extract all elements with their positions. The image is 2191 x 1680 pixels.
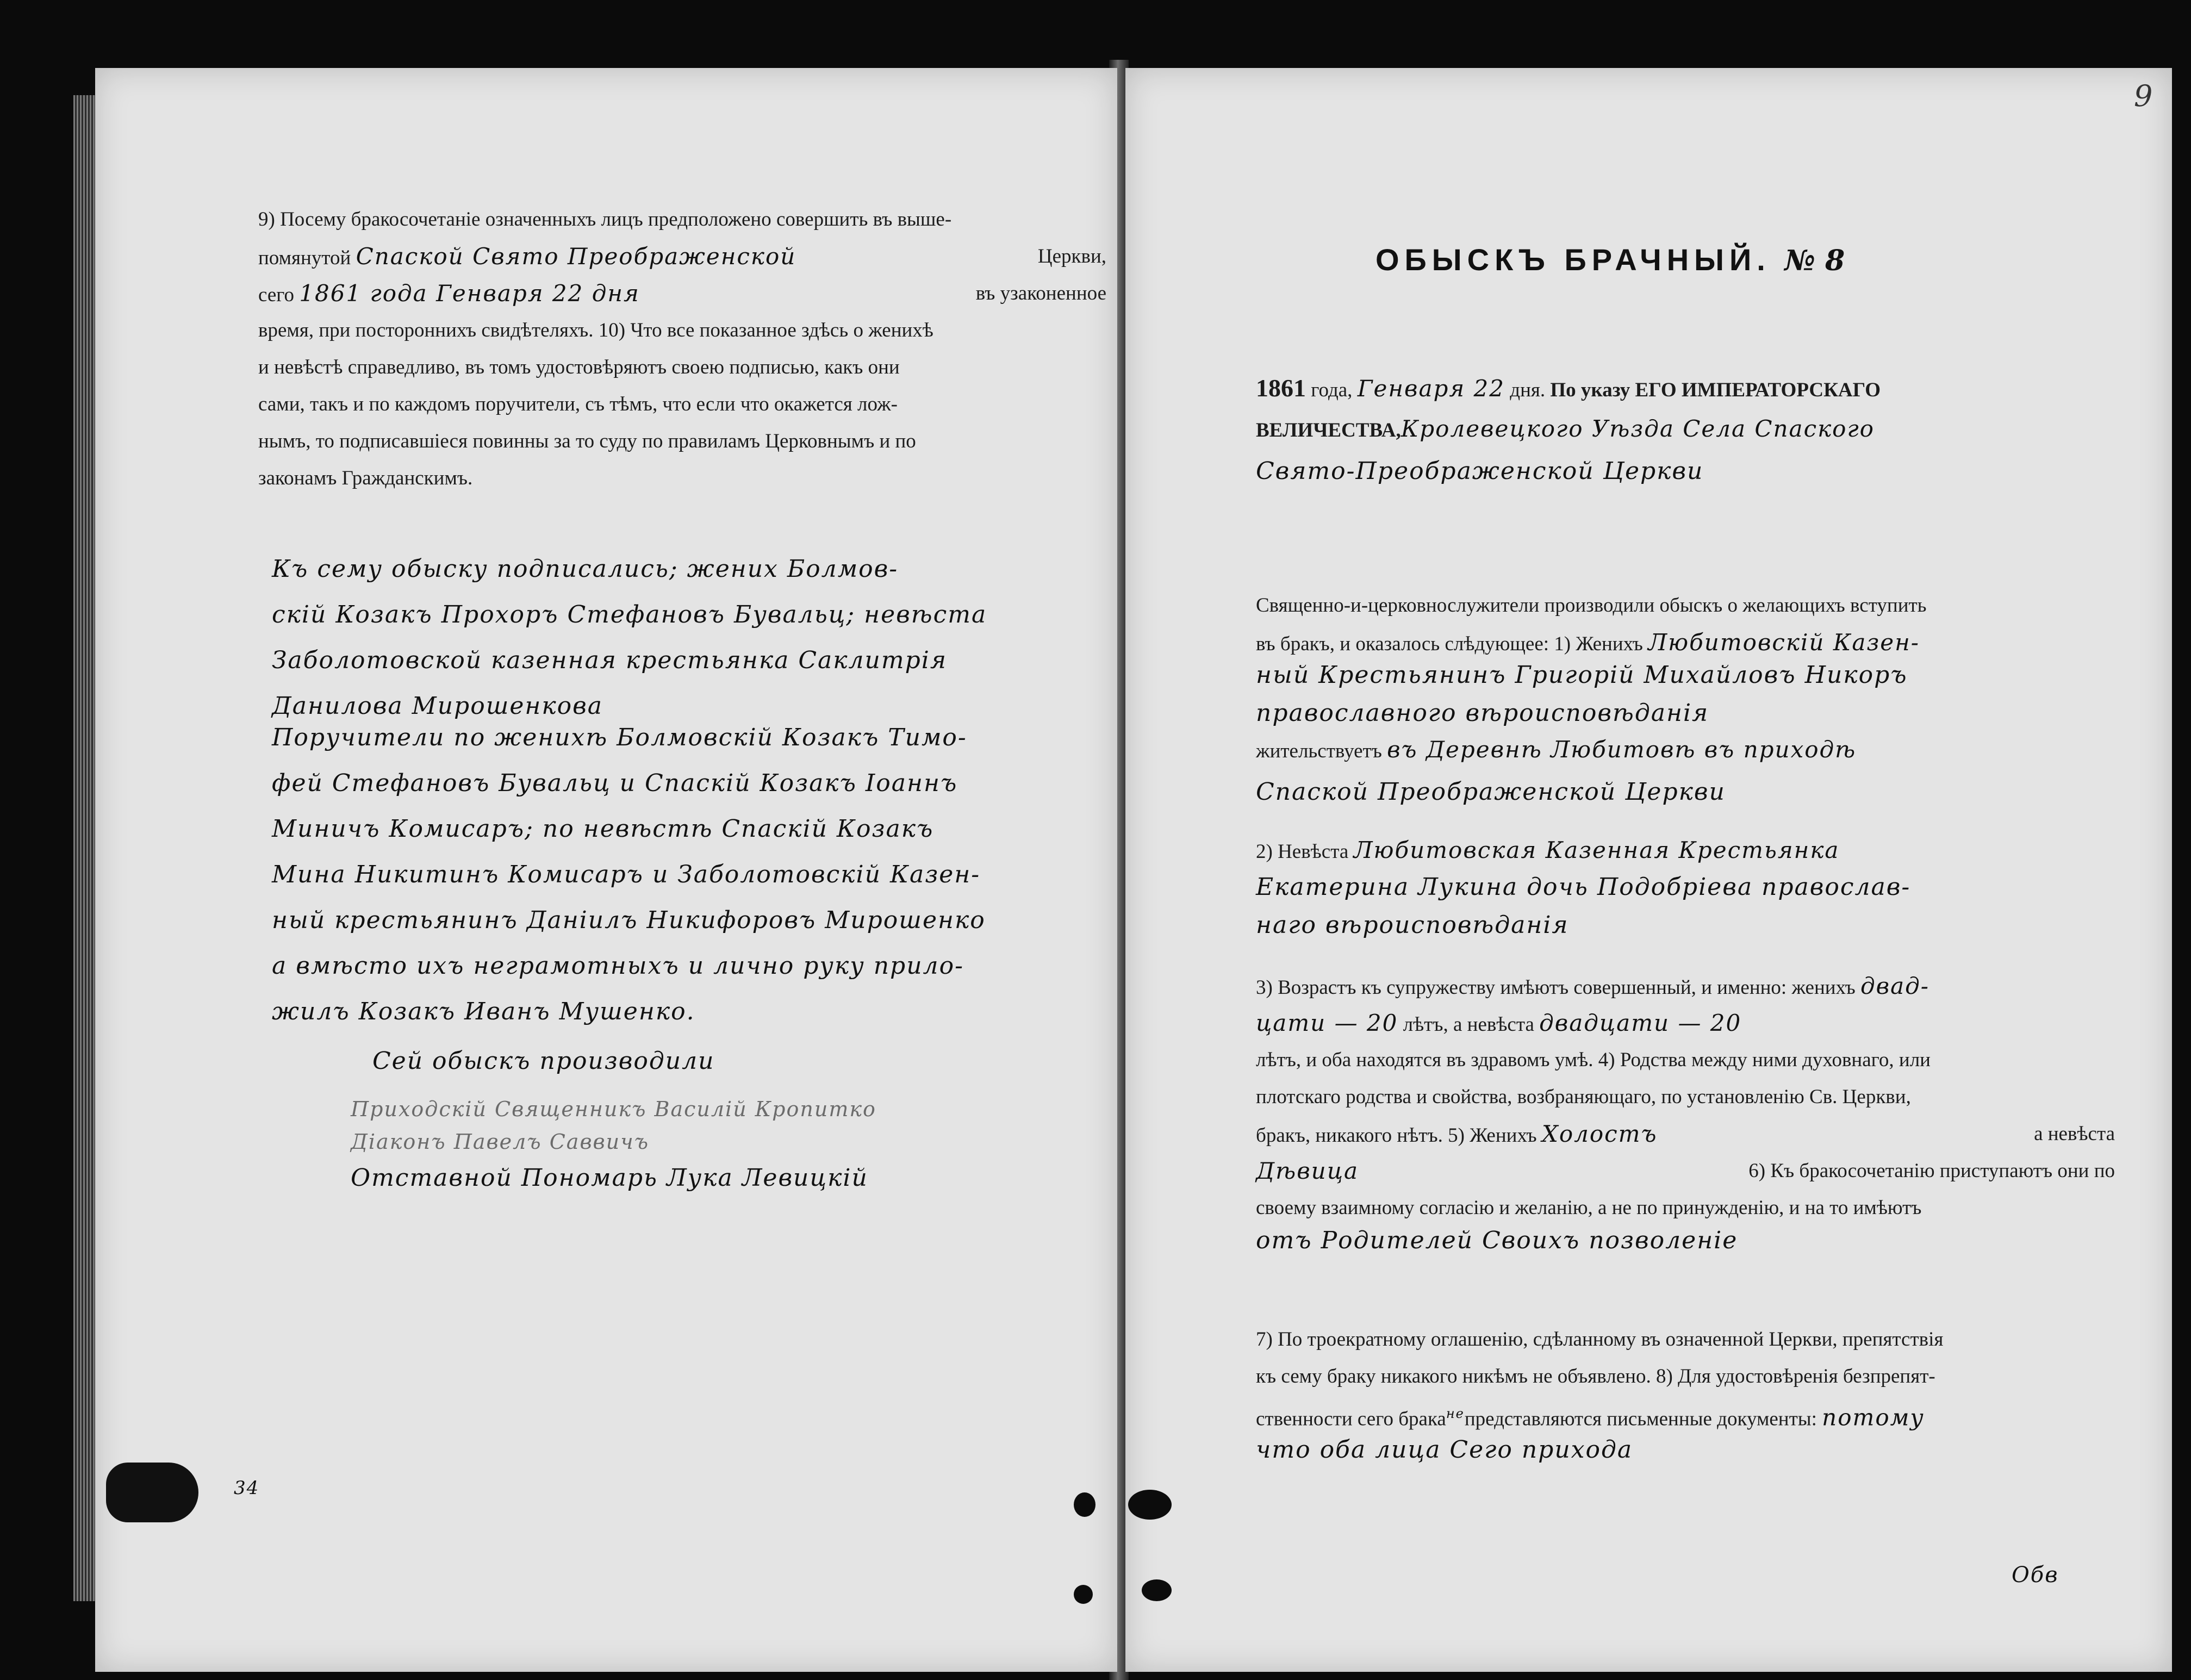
ink-blot bbox=[1142, 1579, 1172, 1601]
ink-blot bbox=[1074, 1585, 1093, 1604]
book-edge bbox=[73, 95, 95, 1601]
para1-line1: Священно-и-церковнослужители производили обыскъ о желающихъ вступить bbox=[1256, 594, 1927, 617]
handwritten-bride: Любитовская Казенная Крестьянка bbox=[1353, 837, 1840, 863]
handwritten-permission: отъ Родителей Своихъ позволеніе bbox=[1256, 1227, 1738, 1254]
para3-line4: плотскаго родства и свойства, возбраняющаго, по установленію Св. Церкви, bbox=[1256, 1086, 1911, 1108]
handwritten-reason: что оба лица Сего прихода bbox=[1256, 1436, 1633, 1464]
deacon-signature: Діаконъ Павелъ Саввичъ bbox=[351, 1130, 650, 1154]
para3-line2: цати — 20 лѣтъ, а невѣста двадцати — 20 bbox=[1256, 1010, 1742, 1036]
para9-line2: помянутой Спаской Свято Преображенской Церкви, bbox=[258, 243, 1106, 270]
handwritten-groom: Любитовскій Казен- bbox=[1648, 629, 1920, 656]
para9-line8: законамъ Гражданскимъ. bbox=[258, 467, 473, 489]
ink-blot bbox=[1128, 1490, 1172, 1520]
handwritten-bride: Екатерина Лукина дочь Подобріева православ- bbox=[1256, 873, 1911, 901]
priest-signature: Приходскій Священникъ Василій Кропитко bbox=[351, 1097, 876, 1121]
handwritten-status: Дѣвица bbox=[1256, 1158, 1359, 1184]
para7-line2: къ сему браку никакого никѣмъ не объявлено. 8) Для удостовѣренія безпрепят- bbox=[1256, 1365, 1935, 1387]
handwritten-status: Холостъ bbox=[1541, 1121, 1658, 1147]
para1-line5: жительствуетъ въ Деревнѣ Любитовѣ въ приходѣ bbox=[1256, 736, 1857, 763]
right-page bbox=[1125, 68, 2172, 1672]
conducted-heading: Сей обыскъ производили bbox=[372, 1047, 715, 1075]
handwritten-faith: православного вѣроисповѣданія bbox=[1256, 699, 1709, 727]
document-title: ОБЫСКЪ БРАЧНЫЙ. № 8 bbox=[1375, 242, 1845, 277]
para7-line3: ственности сего брака$^{не}$представляются письменные документы: потому bbox=[1256, 1404, 1925, 1431]
handwritten-residence: въ Деревнѣ Любитовѣ въ приходѣ bbox=[1387, 736, 1857, 763]
intro-line2: ВЕЛИЧЕСТВА,Кролевецкого Уѣзда Села Спаского bbox=[1256, 415, 1875, 442]
para9-line7: нымъ, то подписавшіеся повинны за то суду по правиламъ Церковнымъ и по bbox=[258, 430, 916, 452]
index-tab bbox=[106, 1463, 198, 1522]
para2-line1: 2) Невѣста Любитовская Казенная Крестьянка bbox=[1256, 837, 1840, 863]
guarantor-line: фей Стефановъ Бувальц и Спаскій Козакъ Іоаннъ bbox=[272, 769, 958, 797]
ink-blot bbox=[1074, 1492, 1096, 1517]
para9-line1: 9) Посему бракосочетаніе означенныхъ лицъ предположено совершить въ выше- bbox=[258, 208, 952, 231]
guarantor-line: жилъ Козакъ Иванъ Мушенко. bbox=[272, 998, 695, 1025]
handwritten-date: 1861 года Генваря 22 дня bbox=[299, 280, 640, 307]
record-number: № 8 bbox=[1784, 244, 1845, 277]
guarantor-line: Поручители по женихѣ Болмовскій Козакъ Тимо- bbox=[272, 724, 967, 751]
signature-line: Заболотовской казенная крестьянка Саклитрія bbox=[272, 646, 947, 674]
handwritten-place: Кролевецкого Уѣзда Села Спаского bbox=[1401, 415, 1875, 442]
sexton-signature: Отставной Пономарь Лука Левицкій bbox=[351, 1164, 868, 1192]
footer-mark: Обв bbox=[2012, 1563, 2059, 1588]
footer-mark: 34 bbox=[234, 1477, 260, 1499]
para3-line7: своему взаимному согласію и желанію, а не по принужденію, и на то имѣютъ bbox=[1256, 1197, 1922, 1219]
handwritten-reason: потому bbox=[1822, 1404, 1925, 1431]
para9-line5: и невѣстѣ справедливо, въ томъ удостовѣряютъ своею подписью, какъ они bbox=[258, 356, 900, 378]
folio-number: 9 bbox=[2134, 79, 2153, 113]
para1-line2: въ бракъ, и оказалось слѣдующее: 1) Женихъ Любитовскій Казен- bbox=[1256, 629, 1920, 656]
handwritten-date: Генваря 22 bbox=[1357, 375, 1505, 402]
intro-line1: 1861 года, Генваря 22 дня. По указу ЕГО ИМПЕРАТОРСКАГО bbox=[1256, 374, 1881, 402]
guarantor-line: а вмѣсто ихъ неграмотныхъ и лично руку прило- bbox=[272, 952, 964, 980]
para9-line4: время, при постороннихъ свидѣтеляхъ. 10) Что все показанное здѣсь о женихѣ bbox=[258, 319, 933, 341]
handwritten-church-name: Спаской Свято Преображенской bbox=[356, 243, 796, 270]
signature-line: скій Козакъ Прохоръ Стефановъ Бувальц; невѣста bbox=[272, 601, 987, 629]
para3-line1: 3) Возрастъ къ супружеству имѣютъ совершенный, и именно: женихъ двад- bbox=[1256, 973, 1929, 999]
handwritten-age: двад- bbox=[1860, 973, 1929, 999]
handwritten-groom: ный Крестьянинъ Григорій Михайловъ Никоръ bbox=[1256, 661, 1908, 689]
guarantor-line: ный крестьянинъ Даніилъ Никифоровъ Мирошенко bbox=[272, 906, 986, 934]
para3-line3: лѣтъ, и оба находятся въ здравомъ умѣ. 4) Родства между ними духовнаго, или bbox=[1256, 1049, 1931, 1071]
para3-line5: бракъ, никакого нѣтъ. 5) Женихъ Холостъ а невѣста bbox=[1256, 1121, 2115, 1147]
signature-line: Къ сему обыску подписались; жених Болмов- bbox=[272, 555, 899, 583]
para3-line6: Дѣвица 6) Къ бракосочетанію приступаютъ они по bbox=[1256, 1158, 2115, 1184]
guarantor-line: Миничъ Комисаръ; по невѣстѣ Спаскій Козакъ bbox=[272, 815, 934, 843]
para7-line1: 7) По троекратному оглашенію, сдѣланному въ означенной Церкви, препятствія bbox=[1256, 1328, 1944, 1351]
handwritten-residence: Спаской Преображенской Церкви bbox=[1256, 778, 1726, 806]
handwritten-age: двадцати — 20 bbox=[1539, 1010, 1742, 1036]
handwritten-church: Свято-Преображенской Церкви bbox=[1256, 457, 1704, 485]
para9-line6: сами, такъ и по каждомъ поручители, съ тѣмъ, что если что окажется лож- bbox=[258, 393, 898, 415]
guarantor-line: Мина Никитинъ Комисаръ и Заболотовскій Казен- bbox=[272, 861, 981, 888]
handwritten-faith: наго вѣроисповѣданія bbox=[1256, 911, 1569, 939]
signature-line: Данилова Мирошенкова bbox=[272, 692, 603, 720]
left-page bbox=[95, 68, 1117, 1672]
handwritten-age: цати — 20 bbox=[1256, 1010, 1398, 1036]
para9-line3: сего 1861 года Генваря 22 дня въ узаконенное bbox=[258, 280, 1106, 307]
